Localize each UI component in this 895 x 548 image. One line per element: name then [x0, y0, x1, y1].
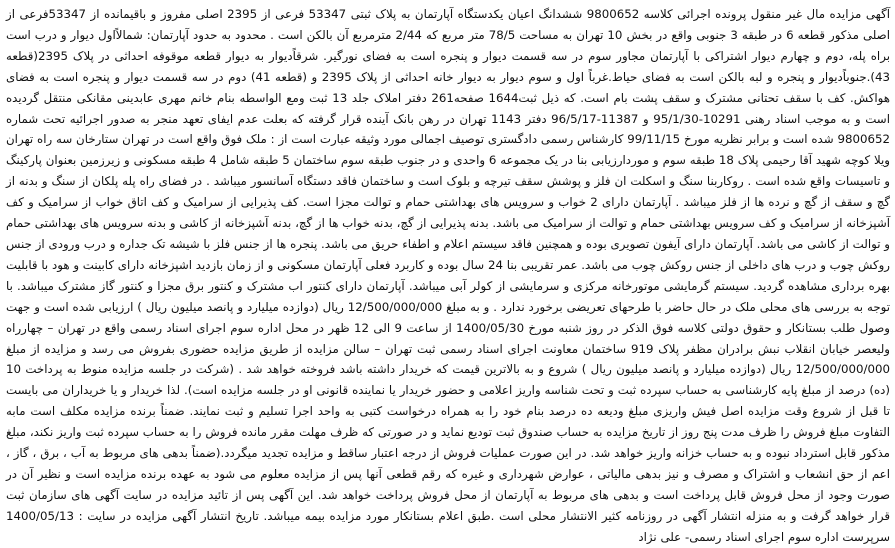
auction-notice-text: آگهی مزایده مال غیر منقول پرونده اجرائی کلاسه 9800652 ششدانگ اعیان یکدستگاه آپارتمان به پلاک ثبتی 53347 فرعی از 2395 اصلی مفروز و باقیمانده از 53347فرعی از اصلی مذکور قطعه 6 در طبقه 3 جنوبی واقع در بخش 10 تهران به مساحت 78/5 متر مربع که 2/44 مترمربع آن بالکن است . محدود به حدود آپارتمان: شمالاًاول دیوار و درب است براه پله، دوم و چهارم دیوار اشتراکی با آپارتمان مجاور سوم در سه قسمت دیوار و پنجره است به فضای نورگیر. شرقاًدیوار به دیوار قطعه موقوفه احداثی در پلاک 2395(قطعه 43).جنوباًدیوار و پنجره و لبه بالکن است به فضای حیاط.غرباً اول و سوم دیوار به دیوار خانه احداثی از پلاک 2395 و (قطعه 41) دوم در سه قسمت دیوار و پنجره است به فضای هواکش. کف با سقف تحتانی مشترک و سقف پشت بام است. که ذیل ثبت1644 صفحه261 دفتر املاک جلد 13 ثبت ومع الواسطه بنام خانم مهری عابدینی مقانکی منتقل گردیده است و به موجب اسناد رهنی 10291-95/1/30 و 11387-96/5/17 دفتر 1143 تهران در رهن بانک آینده قرار گرفته که بعلت عدم ایفای تعهد منجر به صدور اجرائیه تحت شماره 9800652 شده است و برابر نظریه مورخ 99/11/15 کارشناس رسمی دادگستری توصیف اجمالی مورد وثیقه عبارت است از : ملک فوق واقع است در تهران ستارخان سه راه تهران ویلا کوچه شهید آقا رحیمی پلاک 18 طبقه سوم و موردارزیابی بنا در یک مجموعه 6 واحدی و در جنوب طبقه سوم ساختمان 5 طبقه شامل 4 طبقه مسکونی و زیرزمین بعنوان پارکینگ و تاسیسات واقع شده است . روکاربنا سنگ و اسکلت ان فلز و پوشش سقف تیرچه و بلوک است و ساختمان فاقد دستگاه آسانسور میباشد . در فضای راه پله پلکان از سنگ و بدنه از گچ و سقف از گچ و نرده ها از فلز میباشد . آپارتمان دارای 2 خواب و سرویس های بهداشتی حمام و توالت مجزا است. کف پذیرایی از سرامیک و کف اتاق خواب از سرامیک و کف آشپزخانه از سرامیک و کف سرویس بهداشتی حمام و توالت از سرامیک می باشد. بدنه پذیرایی از گچ، بدنه خواب ها از گچ، بدنه آشپزخانه از کاشی و بدنه سرویس های بهداشتی حمام و توالت از کاشی می باشد. آپارتمان دارای آیفون تصویری بوده و همچنین فاقد سیستم اعلام و اطفاء حریق می باشد. پنجره ها از جنس فلز با شیشه تک جداره و درب ورودی از جنس روکش چوب و درب های داخلی از جنس روکش چوب می باشد. عمر تقریبی بنا 24 سال بوده و کاربرد فعلی آپارتمان مسکونی و از زمان بازدید اشپزخانه دارای کابینت و هود با قابلیت بهره برداری مشاهده گردید. سیستم گرمایشی موتورخانه مرکزی و سرمایشی از کولر آبی میباشد. آپارتمان دارای کنتور اب مشترک و کنتور برق مجزا و کنتور گاز مشترک میباشد. با توجه به بررسی های محلی ملک در حال حاضر با طرحهای تعریضی برخورد ندارد . و به مبلغ 12/500/000/000 ریال (دوازده میلیارد و پانصد میلیون ریال ) ارزیابی شده است و جهت وصول طلب بستانکار و حقوق دولتی کلاسه فوق الذکر در روز شنبه مورخ 1400/05/30 از ساعت 9 الی 12 ظهر در محل اداره سوم اجرای اسناد رسمی واقع در تهران – چهارراه ولیعصر خیابان انقلاب نبش برادران مظفر پلاک 919 ساختمان معاونت اجرای اسناد رسمی ثبت تهران – سالن مزایده از طریق مزایده حضوری بفروش می رسد و مزایده از مبلغ 12/500/000/000 ریال (دوازده میلیارد و پانصد میلیون ریال ) شروع و به بالاترین قیمت که خریدار داشته باشد فروخته خواهد شد . (شرکت در جلسه مزایده منوط به پرداخت 10 (ده) درصد از مبلغ پایه کارشناسی به حساب سپرده ثبت و تحت شناسه واریز اعلامی و حضور خریدار یا نماینده قانونی او در جلسه مزایده است). لذا خریدار و یا خریداران می بایست تا قبل از شروع وقت مزایده اصل فیش واریزی مبلغ ودیعه ده درصد بنام خود را به همراه درخواست کتبی به واحد اجرا تسلیم و ثبت نمایند. ضمناً برنده مزایده مکلف است مابه التفاوت مبلغ فروش را ظرف مدت پنج روز از تاریخ مزایده به حساب صندوق ثبت تودیع نماید و در صورتی که ظرف مهلت مقرر مانده فروش را به حساب سپرده ثبت واریز نکند، مبلغ مذکور قابل استرداد نبوده و به حساب خزانه واریز خواهد شد. در این صورت عملیات فروش از درجه اعتبار ساقط و مزایده تجدید میگردد.(ضمناً بدهی های مربوط به آب ، برق ، گاز ، اعم از حق انشعاب و اشتراک و مصرف و نیز بدهی مالیاتی ، عوارض شهرداری و غیره که رقم قطعی آنها پس از مزایده معلوم می شود به عهده برنده مزایده است و نظیر آن در صورت وجود از محل فروش قابل پرداخت است و بدهی های مربوط به آپارتمان از محل فروش پرداخت خواهد شد. این آگهی پس از تائید مزایده در سایت آگهی های سازمان ثبت قرار خواهد گرفت و به منزله انتشار آگهی در روزنامه کثیر الانتشار محلی است .طبق اعلام بستانکار مورد مزایده بیمه میباشد. تاریخ انتشار آگهی مزایده در سایت : 1400/05/13 سرپرست اداره سوم اجرای اسناد رسمی- علی نژاد	[6, 7, 890, 544]
